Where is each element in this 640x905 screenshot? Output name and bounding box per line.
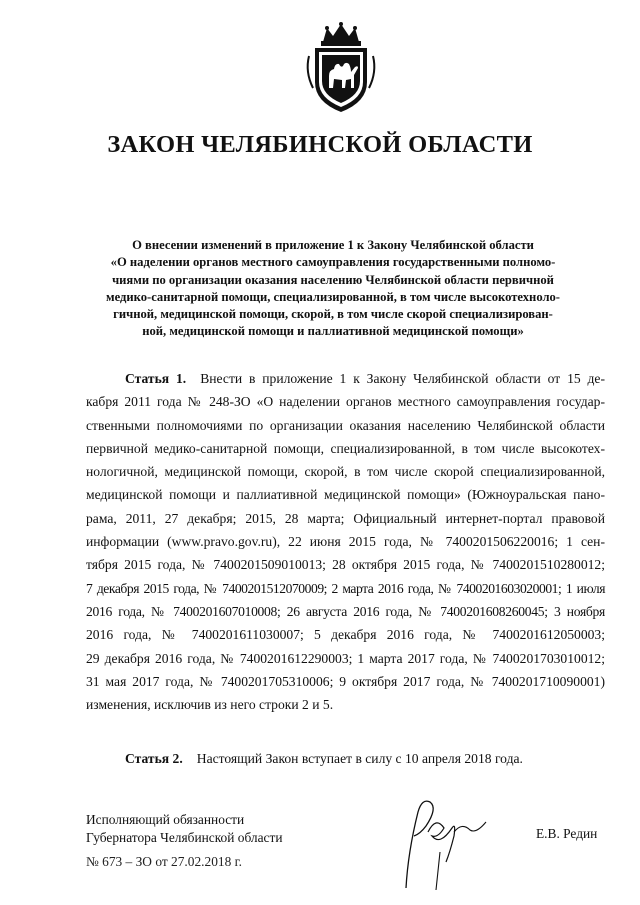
article-2-text: Настоящий Закон вступает в силу с 10 апреля 2018 года. [196,751,523,766]
coat-of-arms-emblem [301,22,381,114]
position-line: Губернатора Челябинской области [86,830,283,845]
subject-line: «О наделении органов местного самоуправления государственными полномо- [110,255,556,270]
article-1-line: тября 2015 года, № 7400201509010013; 28 октября 2015 года, № 7400201510280012; [86,557,605,573]
subject-line: чиями по организации оказания населению Челябинской области первичной [112,272,554,287]
article-1-line: 31 мая 2017 года, № 7400201705310006; 9 октября 2017 года, № 7400201710090001) [86,673,605,689]
handwritten-signature [392,792,492,896]
registration-number: № 673 – ЗО от 27.02.2018 г. [86,854,242,869]
article-1 [86,367,605,716]
signer-name: Е.В. Редин [536,826,598,841]
article-1-line: 2016 года, № 7400201607010008; 26 августа 2016 года, № 7400201608260045; 3 ноября [86,603,605,619]
subject-line: медико-санитарной помощи, специализированной, в том числе высокотехноло- [105,289,561,304]
law-subject-heading [70,237,596,341]
law-title: ЗАКОН ЧЕЛЯБИНСКОЙ ОБЛАСТИ [107,131,533,158]
signatory-position [86,811,283,847]
article-1-line: 2016 года, № 7400201611030007; 5 декабря 2016 года, № 7400201612050003; [86,627,605,643]
article-1-line: ственными полномочиями по организации оказания населению Челябинской области [86,417,605,433]
article-1-label: Статья 1. [125,371,187,386]
subject-line: гичной, медицинской помощи, скорой, в том числе скорой специализирован- [113,307,553,322]
article-1-line: рама, 2011, 27 декабря; 2015, 28 марта; Официальный интернет-портал правовой [86,510,605,526]
subject-line: О внесении изменений в приложение 1 к Закону Челябинской области [132,238,534,252]
article-1-line: медицинской помощи и паллиативной медицинской помощи» (Южноуральская пано- [86,487,605,503]
article-2-label: Статья 2. [125,751,183,766]
article-2 [86,747,640,770]
subject-line: ной, медицинской помощи и паллиативной медицинской помощи» [142,324,524,339]
article-1-line: Статья 1. Внести в приложение 1 к Закону Челябинской области от 15 де- [125,371,605,386]
article-1-line: первичной медико-санитарной помощи, специализированной, в том числе высокотех- [86,440,605,456]
article-1-line: нологичной, медицинской помощи, скорой, в том числе скорой специализированной, [86,464,605,480]
article-1-line: изменения, исключив из него строки 2 и 5. [86,697,334,713]
article-1-line: кабря 2011 года № 248-ЗО «О наделении органов местного самоуправления государ- [86,394,605,410]
position-line: Исполняющий обязанности [86,812,245,827]
article-1-line: информации (www.pravo.gov.ru), 22 июня 2015 года, № 7400201506220016; 1 сен- [86,534,605,550]
article-1-line: 29 декабря 2016 года, № 7400201612290003; 1 марта 2017 года, № 7400201703010012; [86,650,605,666]
article-1-line: 7 декабря 2015 года, № 7400201512070009; 2 марта 2016 года, № 7400201603020001; 1 июля [86,580,605,596]
